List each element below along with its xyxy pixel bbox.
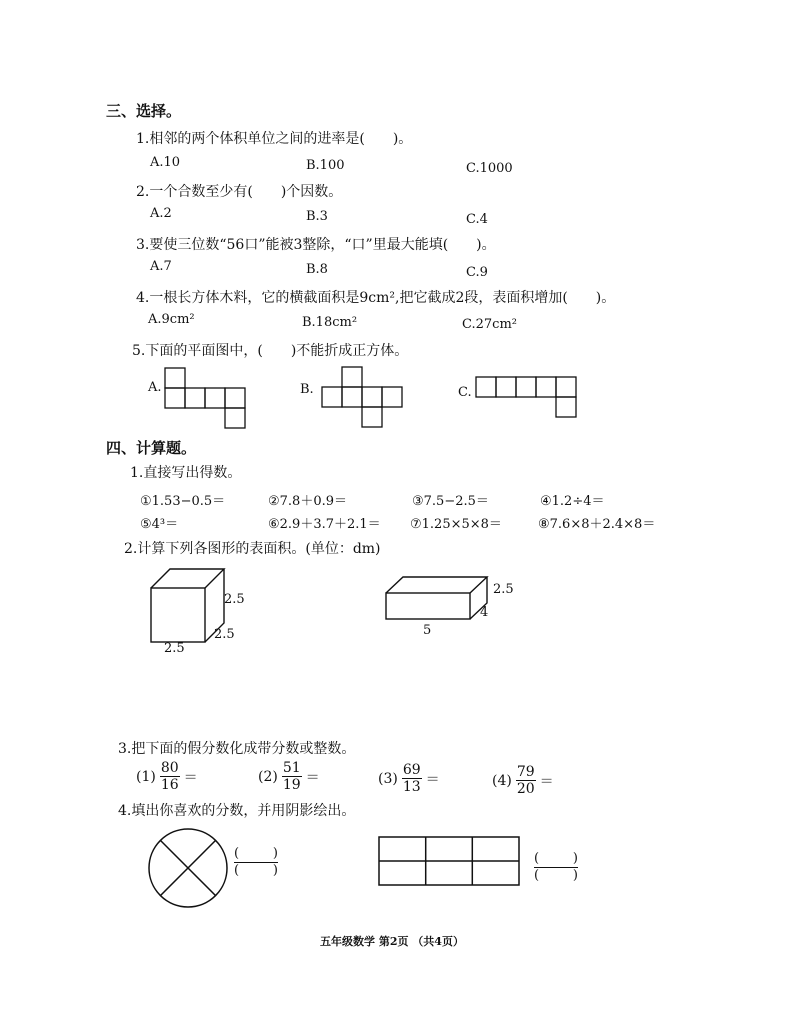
paren-close: ) [572, 868, 578, 883]
fraction-numerator: 79 [516, 764, 535, 780]
page-footer: 五年级数学 第2页 （共4页） [320, 935, 464, 948]
calc-item-3: ③7.5−2.5＝ [412, 494, 489, 509]
paren-open: ( [234, 863, 240, 878]
paren-close: ) [272, 863, 278, 878]
paren-open: ( [534, 851, 540, 866]
fraction-label: (2) [258, 768, 278, 785]
cube-right-label: 2.5 [224, 592, 245, 607]
rectangle-answer-fraction [534, 851, 578, 884]
q3-1-option-a: A.10 [150, 155, 181, 170]
fraction-denominator: 19 [282, 777, 301, 793]
fraction-item-3 [378, 762, 440, 795]
q4-2-text: 2.计算下列各图形的表面积。(单位：dm) [124, 541, 381, 557]
calc-item-4: ④1.2÷4＝ [540, 494, 605, 509]
q3-3-option-a: A.7 [150, 259, 172, 274]
q3-1-option-b: B.100 [306, 158, 345, 173]
cube-bottom-label: 2.5 [164, 641, 185, 656]
q3-3-option-b: B.8 [306, 262, 328, 277]
fraction-numerator: 51 [282, 760, 301, 776]
cube-depth-label: 2.5 [214, 627, 235, 642]
q3-1-option-c: C.1000 [466, 161, 513, 176]
q4-3-text: 3.把下面的假分数化成带分数或整数。 [118, 741, 356, 757]
fraction-numerator: 69 [402, 762, 421, 778]
equals-sign: ＝ [305, 769, 320, 786]
net-b-label: B. [300, 382, 314, 397]
equals-sign: ＝ [425, 771, 440, 788]
q4-1-text: 1.直接写出得数。 [130, 465, 242, 481]
fraction-denominator: 13 [402, 779, 421, 795]
rectangle-grid-figure [378, 836, 522, 888]
fraction-numerator: 80 [160, 760, 179, 776]
cuboid-depth-label: 4 [480, 605, 489, 620]
calc-item-6: ⑥2.9＋3.7＋2.1＝ [268, 517, 381, 532]
q3-4-option-a: A.9cm² [148, 312, 195, 327]
fraction-label: (1) [136, 768, 156, 785]
q3-3-option-c: C.9 [466, 265, 488, 280]
q3-3-text: 3.要使三位数“56口”能被3整除，“口”里最大能填( )。 [136, 237, 496, 253]
q3-2-option-c: C.4 [466, 212, 488, 227]
cuboid-bottom-label: 5 [423, 623, 432, 638]
net-a-label: A. [148, 380, 162, 395]
net-c-figure [474, 375, 584, 425]
q4-4-text: 4.填出你喜欢的分数，并用阴影绘出。 [118, 803, 356, 819]
fraction-item-4 [492, 764, 554, 797]
q3-4-option-b: B.18cm² [302, 315, 358, 330]
q3-1-text: 1.相邻的两个体积单位之间的进率是( )。 [136, 131, 413, 147]
cuboid-figure [385, 576, 491, 622]
q3-2-option-a: A.2 [150, 206, 172, 221]
equals-sign: ＝ [183, 769, 198, 786]
fraction-item-2 [258, 760, 320, 793]
q3-4-text: 4.一根长方体木料，它的横截面积是9cm²,把它截成2段，表面积增加( )。 [136, 290, 616, 306]
calc-item-2: ②7.8＋0.9＝ [268, 494, 348, 509]
equals-sign: ＝ [539, 773, 554, 790]
section-4-title: 四、计算题。 [106, 439, 197, 457]
paren-open: ( [534, 868, 540, 883]
q3-2-text: 2.一个合数至少有( )个因数。 [136, 184, 343, 200]
paren-close: ) [272, 846, 278, 861]
fraction-denominator: 16 [160, 777, 179, 793]
calc-item-1: ①1.53−0.5＝ [140, 494, 226, 509]
calc-item-8: ⑧7.6×8＋2.4×8＝ [538, 517, 656, 532]
fraction-item-1 [136, 760, 198, 793]
net-c-label: C. [458, 385, 472, 400]
circle-answer-fraction [234, 846, 278, 879]
q3-5-text: 5.下面的平面图中，( )不能折成正方体。 [132, 343, 409, 359]
section-3-title: 三、选择。 [106, 102, 182, 120]
circle-figure [148, 828, 230, 910]
q3-2-option-b: B.3 [306, 209, 328, 224]
paren-open: ( [234, 846, 240, 861]
fraction-denominator: 20 [516, 781, 535, 797]
net-b-figure [320, 365, 410, 431]
paren-close: ) [572, 851, 578, 866]
calc-item-5: ⑤4³＝ [140, 517, 179, 532]
calc-item-7: ⑦1.25×5×8＝ [410, 517, 502, 532]
q3-4-option-c: C.27cm² [462, 317, 517, 332]
net-a-figure [160, 366, 250, 432]
fraction-label: (4) [492, 772, 512, 789]
cuboid-right-label: 2.5 [493, 582, 514, 597]
fraction-label: (3) [378, 770, 398, 787]
